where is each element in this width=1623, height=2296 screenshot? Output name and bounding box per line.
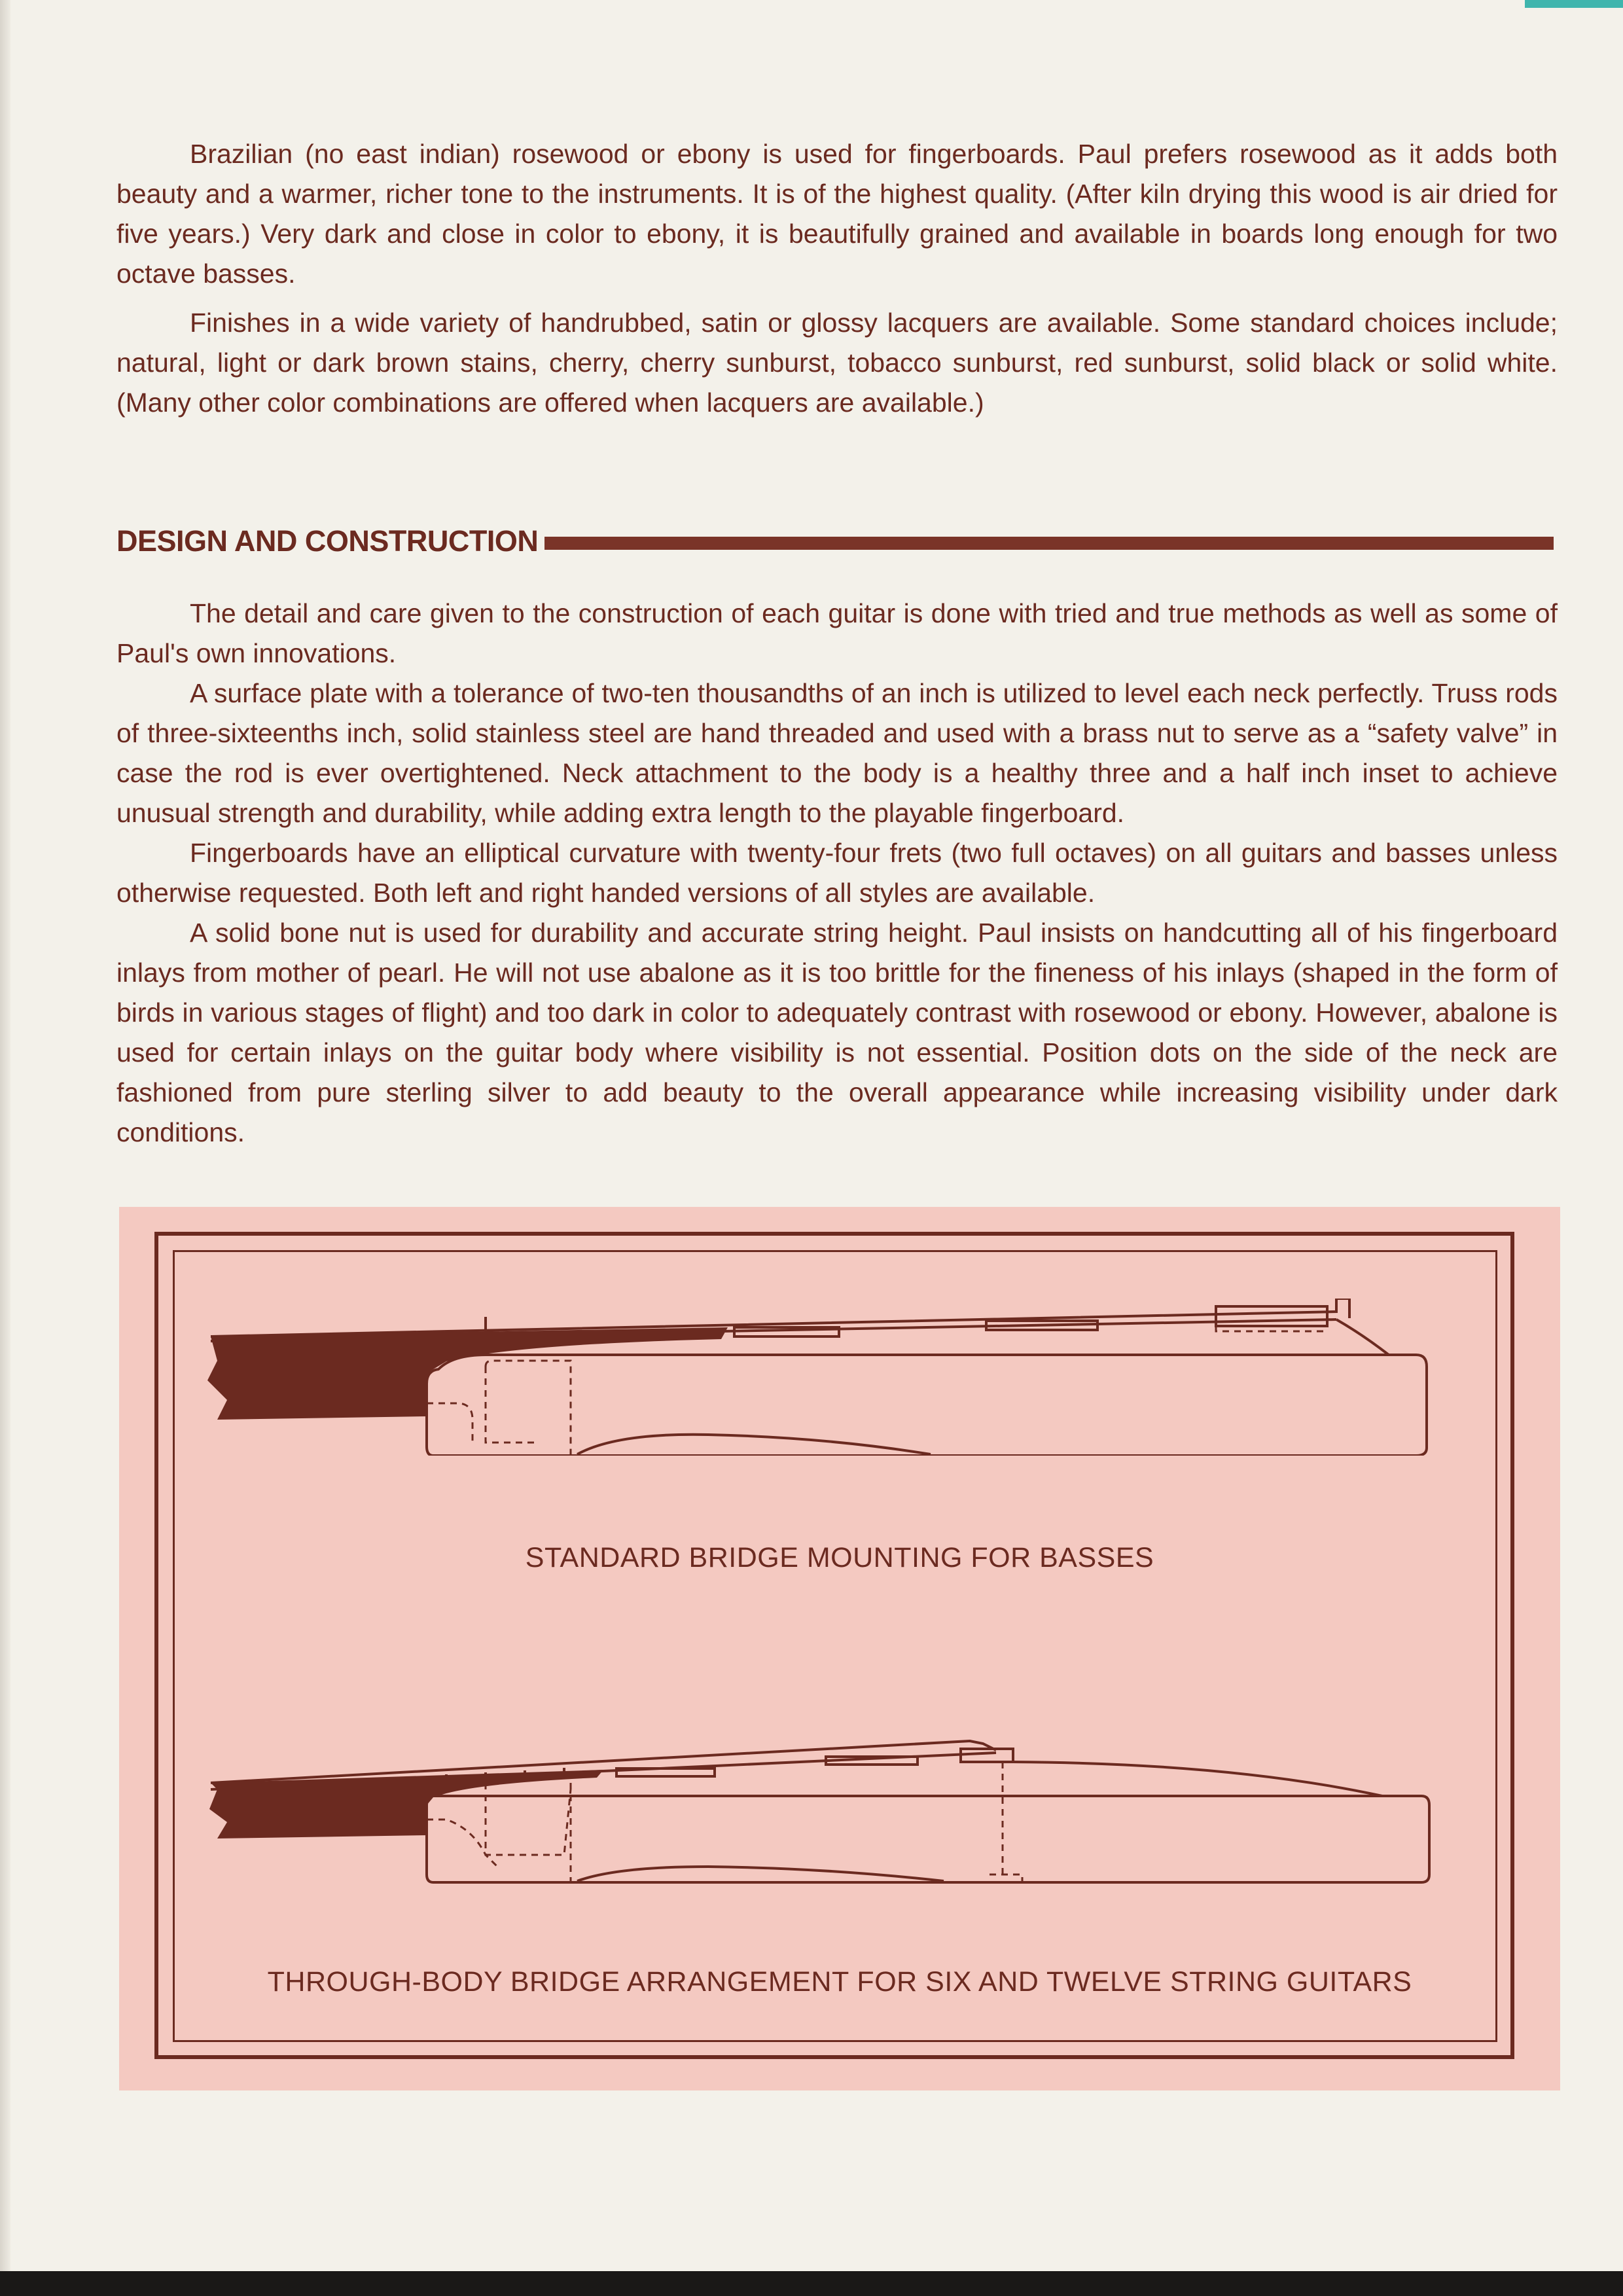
scan-edge-mark [1525,0,1623,8]
through-body-bridge-diagram [119,1737,1560,1894]
section-header [116,520,1554,563]
caption-through-body-bridge: THROUGH-BODY BRIDGE ARRANGEMENT FOR SIX AND TWELVE STRING GUITARS [267,1966,1412,1998]
paragraph-surface-plate: A surface plate with a tolerance of two-ten thousandths of an inch is utilized to level each neck perfectly. Truss rods of three-sixteenths inch, solid stainless steel are hand threaded and used with a brass nut to serve as a “safety valve” in case the rod is ever overtightened. Neck attachment to the body is a healthy three and a half inch inset to achieve unusual strength and durability, while adding extra length to the playable fingerboard. [116,678,1558,828]
paragraph-detail: The detail and care given to the construction of each guitar is done with tried and true methods as well as some of Paul's own innovations. [116,598,1558,668]
intro-text [116,134,1558,423]
caption-bass-bridge: STANDARD BRIDGE MOUNTING FOR BASSES [525,1542,1154,1573]
section-body [116,594,1558,1153]
section-title: DESIGN AND CONSTRUCTION [116,524,539,558]
bridge-diagram-panel [119,1207,1560,2090]
paragraph-fingerboards: Brazilian (no east indian) rosewood or ebony is used for fingerboards. Paul prefers rosewood as it adds both beauty and a warmer, richer tone to the instruments. It is of the highest quality. (After kiln drying this wood is air dried for five years.) Very dark and close in color to ebony, it is beautifully grained and available in boards long enough for two octave basses. [116,139,1558,289]
paragraph-fingerboard-curvature: Fingerboards have an elliptical curvature with twenty-four frets (two full octaves) on all guitars and basses unless otherwise requested. Both left and right handed versions of all styles are available. [116,838,1558,908]
scan-bottom-edge [0,2271,1623,2296]
paragraph-finishes: Finishes in a wide variety of handrubbed, satin or glossy lacquers are available. Some standard choices include; natural, light or dark brown stains, cherry, cherry sunburst, tobacco sunburst, red sunburst, solid black or solid white. (Many other color combinations are offered when lacquers are available.) [116,308,1558,418]
paragraph-bone-nut: A solid bone nut is used for durability and accurate string height. Paul insists on handcutting all of his fingerboard inlays from mother of pearl. He will not use abalone as it is too brittle for the fineness of his inlays (shaped in the form of birds in various stages of flight) and too dark in color to adequately contrast with rosewood or ebony. However, abalone is used for certain inlays on the guitar body where visibility is not essential. Position dots on the side of the neck are fashioned from pure sterling silver to add beauty to the overall appearance while increasing visibility under dark conditions. [116,918,1558,1147]
page-edge-shadow [0,0,10,2271]
bass-bridge-diagram [119,1299,1560,1456]
section-rule [544,537,1554,550]
